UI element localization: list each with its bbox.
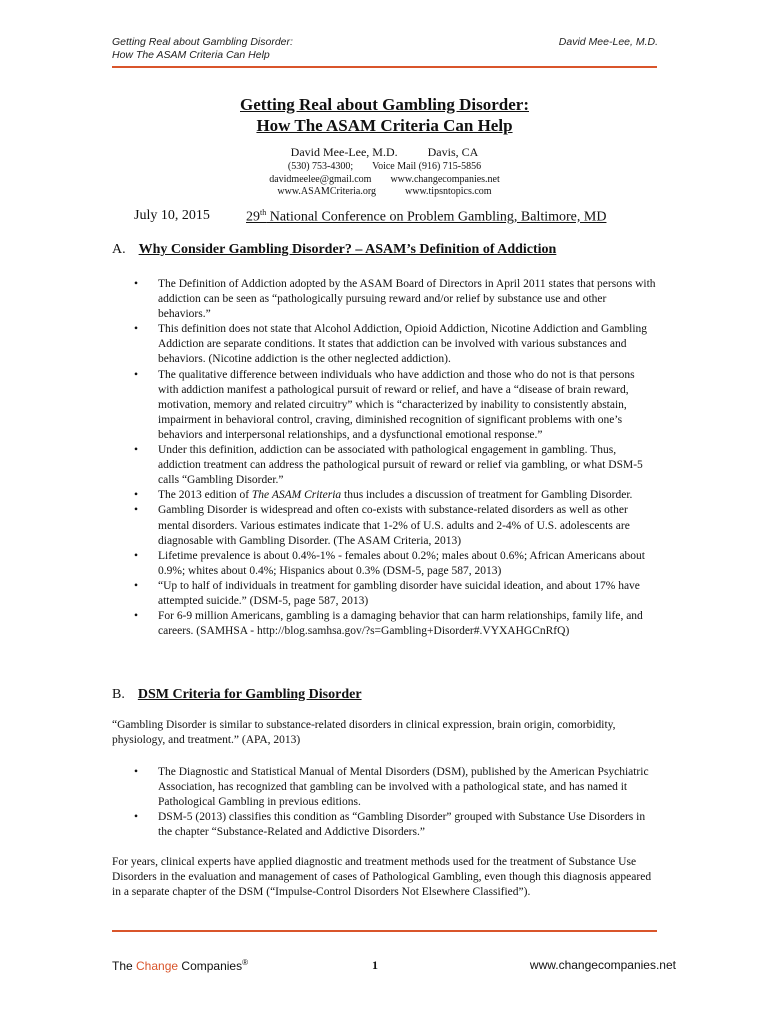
section-a-title: Why Consider Gambling Disorder? – ASAM’s Definition of Addiction <box>138 242 557 257</box>
asam-bullet-after: thus includes a discussion of treatment for Gambling Disorder. <box>341 489 633 502</box>
list-item: • Under this definition, addiction can be associated with pathological engagement in gambling. Thus, addiction treatment can address the pathological pursuit of reward or relief via gambling, or what DSM-5 calls “Gambling Disorder.” <box>112 443 657 488</box>
page-number: 1 <box>372 958 378 972</box>
brand-registered-mark: ® <box>242 958 248 967</box>
section-a-letter: A. <box>112 242 126 257</box>
running-header-line2: How The ASAM Criteria Can Help <box>112 49 270 61</box>
voicemail-number: Voice Mail (916) 715-5856 <box>372 161 482 172</box>
list-item: • Lifetime prevalence is about 0.4%-1% - females about 0.2%; males about 0.6%; African Americans about 0.9%; whites about 0.4%; Hispanics about 0.3% (DSM-5, page 587, 2013) <box>112 549 657 579</box>
conference-ordinal-suffix: th <box>260 208 267 217</box>
list-item: • The Definition of Addiction adopted by the ASAM Board of Directors in April 2011 states that persons with addiction can be seen as “pathologically pursuing reward and/or relief by substance use and other behaviors.” <box>112 277 657 322</box>
section-b-heading <box>112 687 362 703</box>
title-line2: How The ASAM Criteria Can Help <box>256 116 513 135</box>
conference-ordinal: 29 <box>246 209 260 225</box>
footer-website-link[interactable]: www.changecompanies.net <box>529 958 676 972</box>
title-line1: Getting Real about Gambling Disorder: <box>240 95 529 114</box>
contact-block <box>112 161 657 199</box>
list-item: • For 6-9 million Americans, gambling is a damaging behavior that can harm relationships, family life, and careers. (SAMHSA - http://blog.samhsa.gov/?s=Gambling+Disorder#.VYXAHGCnRfQ) <box>112 609 657 639</box>
running-header-author: David Mee-Lee, M.D. <box>558 36 658 48</box>
footer-brand-logo <box>112 958 248 973</box>
list-item <box>112 488 657 503</box>
footer-rule <box>112 930 657 932</box>
conference-name <box>246 208 606 226</box>
asam-bullet-before: The 2013 edition of <box>158 489 252 502</box>
section-b-letter: B. <box>112 687 125 702</box>
author-name: David Mee-Lee, M.D. <box>290 145 398 159</box>
brand-the: The <box>112 959 137 973</box>
running-header-line1: Getting Real about Gambling Disorder: <box>112 36 293 48</box>
list-item: • The Diagnostic and Statistical Manual of Mental Disorders (DSM), published by the American Psychiatric Association, has recognized that gambling can be involved with a pathological state, and has named it Pathological Gambling in previous editions. <box>112 765 657 810</box>
phone-number: (530) 753-4300; <box>287 161 354 172</box>
author-line <box>112 145 657 160</box>
conference-title: National Conference on Problem Gambling, Baltimore, MD <box>266 209 607 225</box>
section-b-intro: “Gambling Disorder is similar to substance-related disorders in clinical expression, brain origin, comorbidity, physiology, and treatment.” (APA, 2013) <box>112 719 616 747</box>
brand-companies: Companies <box>178 959 243 973</box>
email-link[interactable]: davidmeelee@gmail.com <box>269 173 372 185</box>
header-rule <box>112 66 657 68</box>
changecompanies-link[interactable]: www.changecompanies.net <box>390 173 500 185</box>
section-b-title: DSM Criteria for Gambling Disorder <box>137 687 362 702</box>
asamcriteria-link[interactable]: www.ASAMCriteria.org <box>277 186 377 197</box>
event-date: July 10, 2015 <box>134 208 210 223</box>
list-item: • DSM-5 (2013) classifies this condition as “Gambling Disorder” grouped with Substance Use Disorders in the chapter “Substance-Related and Addictive Disorders.” <box>112 810 657 840</box>
author-location: Davis, CA <box>427 145 479 159</box>
section-b-closing: For years, clinical experts have applied diagnostic and treatment methods used for the treatment of Substance Use Disorders in the evaluation and management of cases of Pathological Gambling, even though this diagnosis appeared in a separate chapter of the DSM (“Impulse-Control Disorders Not Elsewhere Classified”). <box>112 856 652 899</box>
section-a-bullets <box>112 277 657 639</box>
list-item: • “Up to half of individuals in treatment for gambling disorder have suicidal ideation, and about 17% have attempted suicide.” (DSM-5, page 587, 2013) <box>112 579 657 609</box>
tipsntopics-link[interactable]: www.tipsntopics.com <box>405 186 492 197</box>
list-item: • This definition does not state that Alcohol Addiction, Opioid Addiction, Nicotine Addiction and Gambling Addiction are separate conditions. It states that addiction can be involved with various substances and behaviors. (Nicotine addiction is the other neglected addiction). <box>112 322 657 367</box>
section-a-heading <box>112 242 556 258</box>
brand-change: Change <box>136 959 179 973</box>
list-item: • The qualitative difference between individuals who have addiction and those who do not is that persons with addiction manifest a pathological pursuit of reward or relief, and have a “disease of brain reward, motivation, memory and related circuitry” which is “characterized by inability to consistently abstain, impairment in behavioral control, craving, diminished recognition of significant problems with one’s behaviors and interpersonal relationships, and a dysfunctional emotional response.” <box>112 368 657 443</box>
running-header-title <box>112 36 293 62</box>
list-item: • Gambling Disorder is widespread and often co-exists with substance-related disorders as well as other mental disorders. Various estimates indicate that 1-2% of U.S. adults and 2-4% of U.S. adolescents are diagnosable with Gambling Disorder. (The ASAM Criteria, 2013) <box>112 503 657 548</box>
document-title <box>112 94 657 136</box>
asam-criteria-title: The ASAM Criteria <box>251 489 342 502</box>
section-b-bullets <box>112 765 657 840</box>
